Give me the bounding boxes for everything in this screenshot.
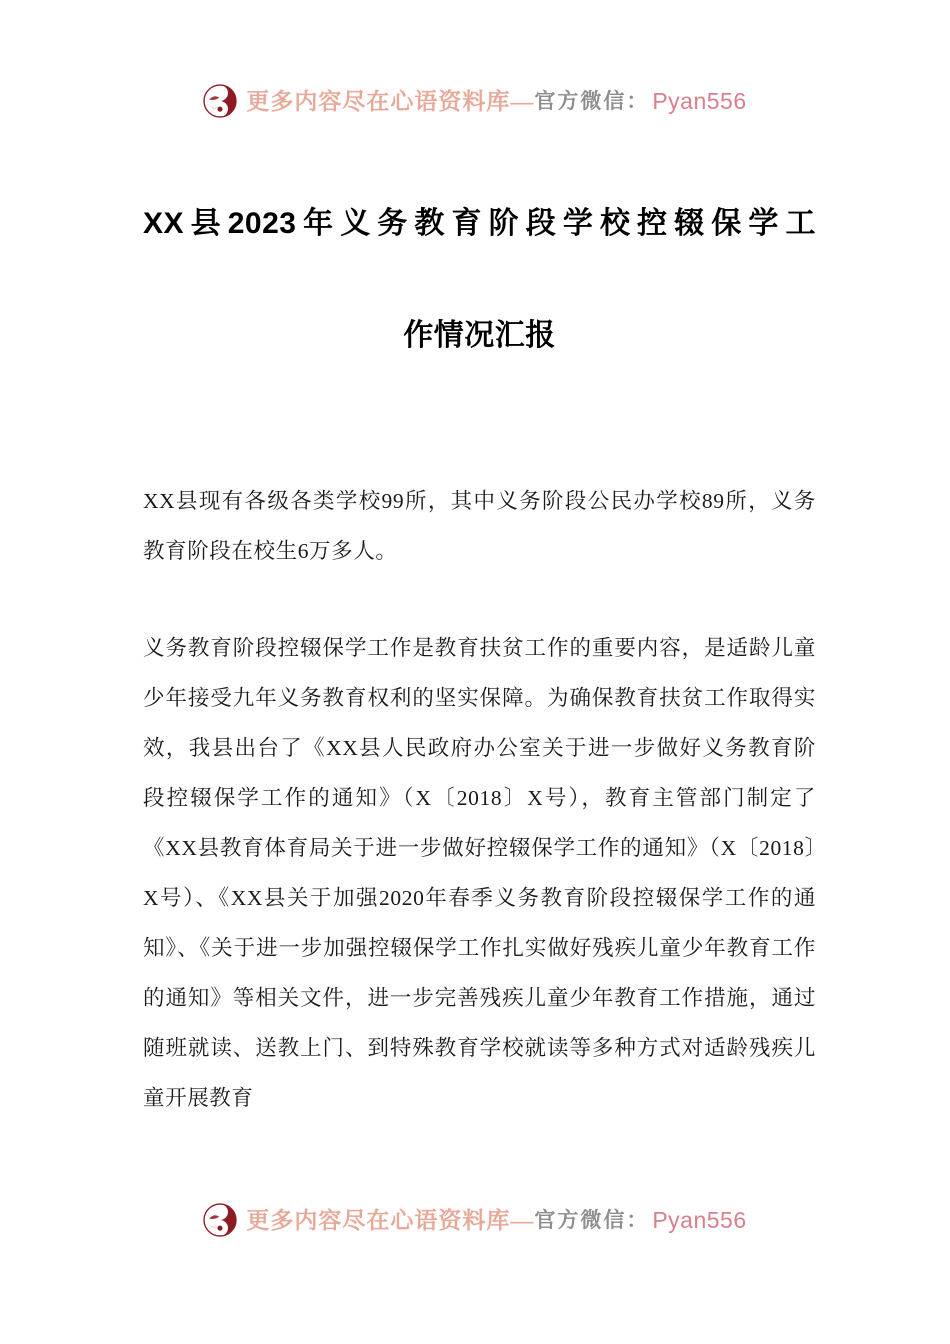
watermark-secondary-text: 官方微信：: [534, 88, 650, 113]
fish-circle-logo-icon: [203, 84, 237, 118]
paragraph-2: 义务教育阶段控辍保学工作是教育扶贫工作的重要内容，是适龄儿童少年接受九年义务教育权利的坚实保障。为确保教育扶贫工作取得实效，我县出台了《XX县人民政府办公室关于进一步做好义务教育阶段控辍保学工作的通知》（X〔2018〕X号），教育主管部门制定了《XX县教育体育局关于进一步做好控辍保学工作的通知》（X〔2018〕X号）、《XX县关于加强2020年春季义务教育阶段控辍保学工作的通知》、《关于进一步加强控辍保学工作扎实做好残疾儿童少年教育工作的通知》等相关文件，进一步完善残疾儿童少年教育工作措施，通过随班就读、送教上门、到特殊教育学校就读等多种方式对适龄残疾儿童开展教育: [143, 636, 816, 1110]
watermark-secondary-text: 官方微信：: [534, 1207, 650, 1232]
document-title: [143, 168, 816, 392]
watermark-wechat-handle: Pyan556: [652, 1206, 747, 1233]
document-content: [143, 168, 816, 1123]
document-title-line-2: 作情况汇报: [403, 319, 556, 352]
document-title-line-1: XX县2023年义务教育阶段学校控辍保学工: [143, 207, 816, 240]
fish-circle-logo-icon: [203, 1203, 237, 1237]
watermark-header: [0, 84, 950, 118]
watermark-primary-text: 更多内容尽在心语资料库—: [246, 88, 535, 114]
watermark-primary-text: 更多内容尽在心语资料库—: [246, 1207, 535, 1233]
document-body: [143, 476, 816, 1123]
watermark-wechat-handle: Pyan556: [652, 87, 747, 114]
watermark-footer: [0, 1203, 950, 1237]
paragraph-1: XX县现有各级各类学校99所，其中义务阶段公民办学校89所，义务教育阶段在校生6万多人。: [143, 489, 816, 563]
